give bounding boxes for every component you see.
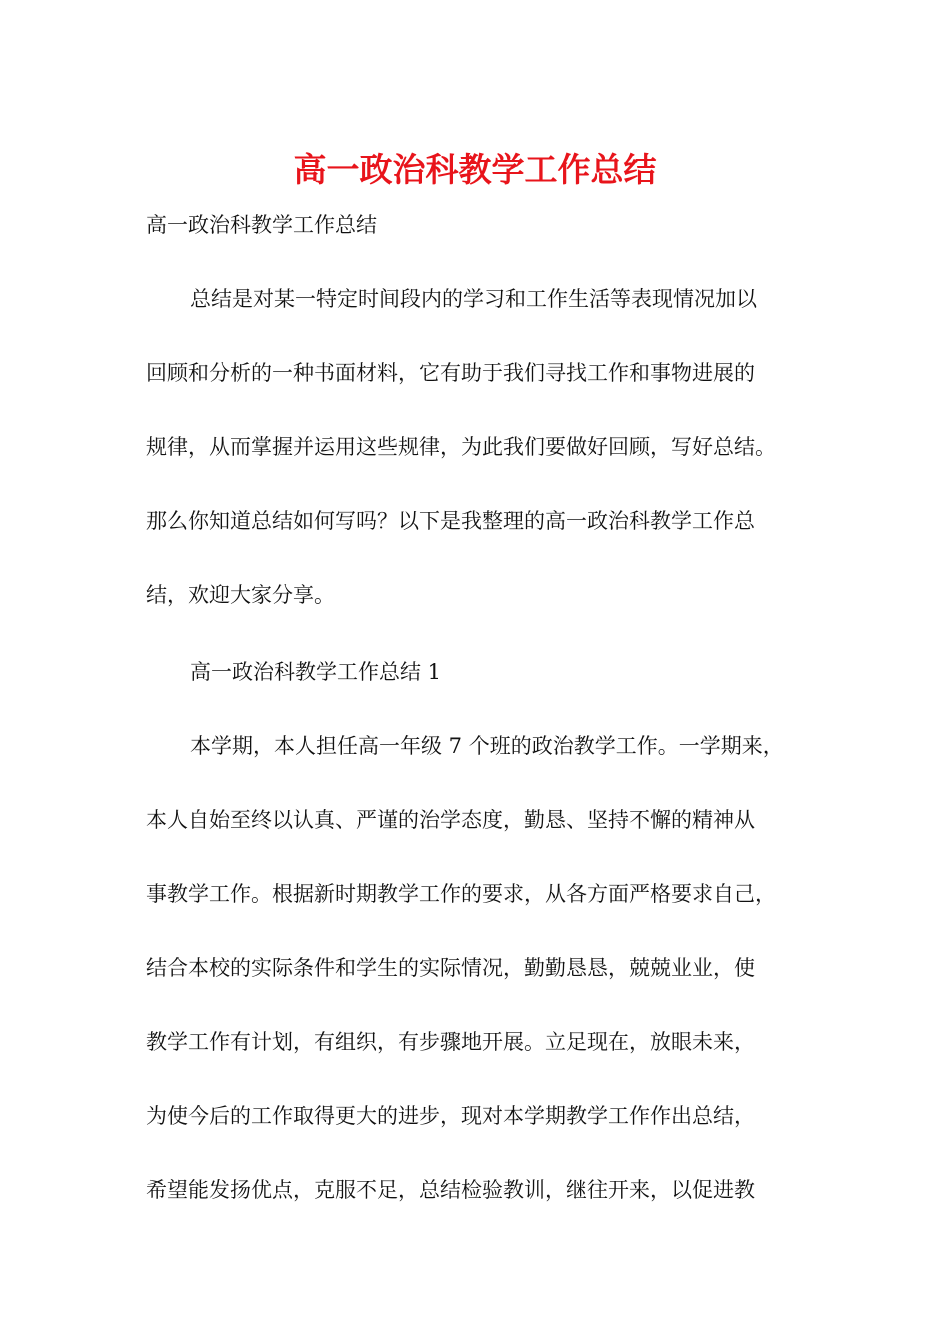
body-line-1: 本学期，本人担任高一年级 7 个班的政治教学工作。一学期来， (190, 734, 784, 758)
intro-line-5: 结，欢迎大家分享。 (146, 583, 335, 607)
intro-line-1: 总结是对某一特定时间段内的学习和工作生活等表现情况加以 (190, 287, 757, 311)
body-line-7: 希望能发扬优点，克服不足，总结检验教训，继往开来，以促进教 (146, 1178, 755, 1202)
document-title: 高一政治科教学工作总结 (293, 150, 657, 189)
document-subtitle: 高一政治科教学工作总结 (146, 213, 377, 237)
body-line-5: 教学工作有计划，有组织，有步骤地开展。立足现在，放眼未来， (146, 1030, 755, 1054)
body-line-4: 结合本校的实际条件和学生的实际情况，勤勤恳恳，兢兢业业，使 (146, 956, 755, 980)
body-line-6: 为使今后的工作取得更大的进步，现对本学期教学工作作出总结， (146, 1104, 755, 1128)
section-heading: 高一政治科教学工作总结 1 (190, 660, 442, 684)
intro-line-2: 回顾和分析的一种书面材料，它有助于我们寻找工作和事物进展的 (146, 361, 755, 385)
body-line-2: 本人自始至终以认真、严谨的治学态度，勤恳、坚持不懈的精神从 (146, 808, 755, 832)
body-line-3: 事教学工作。根据新时期教学工作的要求，从各方面严格要求自己， (146, 882, 776, 906)
intro-line-3: 规律，从而掌握并运用这些规律，为此我们要做好回顾，写好总结。 (146, 435, 776, 459)
intro-line-4: 那么你知道总结如何写吗？以下是我整理的高一政治科教学工作总 (146, 509, 755, 533)
